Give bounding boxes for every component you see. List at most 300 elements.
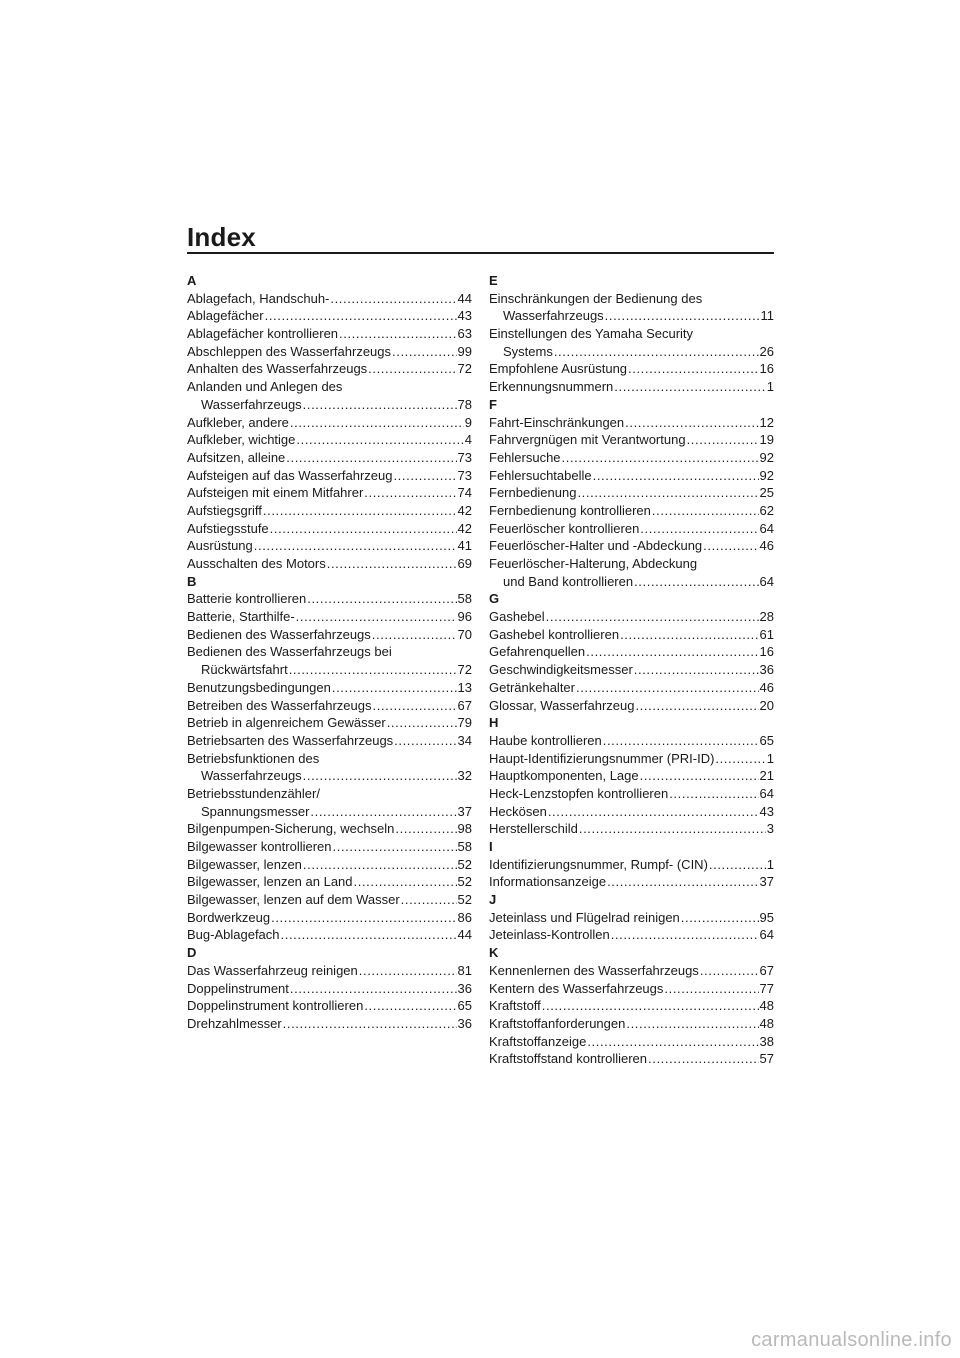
index-term: Aufkleber, wichtige [187,432,296,448]
page-number: 65 [457,998,472,1014]
dot-leader [392,343,457,361]
index-term: Bedienen des Wasserfahrzeugs [187,626,371,642]
page-number: 42 [457,502,472,518]
index-term: Feuerlöscher-Halterung, Abdeckung [489,556,698,571]
dot-leader [290,980,457,998]
page-number: 38 [759,1033,774,1049]
index-term: Das Wasserfahrzeug reinigen [187,962,358,978]
index-term: Bilgewasser, lenzen [187,856,302,872]
page-number: 92 [759,449,774,465]
section-letter: B [187,573,197,589]
page-number: 96 [457,609,472,625]
index-term: Einschränkungen der Bedienung des [489,290,703,306]
index-term: Feuerlöscher-Halter und -Abdeckung [489,538,703,554]
index-entry [187,414,472,432]
page-number: 36 [457,980,472,996]
index-entry [489,1033,774,1051]
index-entry [187,325,472,343]
section-letter: E [489,273,498,288]
dot-leader [687,431,759,449]
index-entry [187,431,472,449]
index-term: Bedienen des Wasserfahrzeugs bei [187,644,392,660]
dot-leader [587,1033,758,1051]
page-number: 69 [457,556,472,571]
index-term: Fehlersuchtabelle [489,467,592,483]
dot-leader [307,590,456,608]
page-number: 37 [759,874,774,890]
index-term: Herstellerschild [489,821,578,837]
index-term: Kennenlernen des Wasserfahrzeugs [489,962,699,978]
index-entry [187,484,472,502]
page-number: 48 [759,998,774,1014]
dot-leader [603,732,759,750]
page-number: 44 [457,927,472,943]
index-term: Einstellungen des Yamaha Security [489,326,694,342]
index-term: Anlanden und Anlegen des [187,379,343,395]
index-term: Gefahrenquellen [489,644,586,660]
dot-leader [327,555,457,573]
index-entry [187,714,472,732]
page-number: 61 [759,626,774,642]
dot-leader [625,414,758,432]
dot-leader [614,378,765,396]
dot-leader [605,307,760,325]
dot-leader [332,679,457,697]
page-number: 79 [457,715,472,731]
index-entry [187,732,472,750]
index-term: und Band kontrollieren [503,573,634,589]
index-entry [489,467,774,485]
index-entry [489,290,774,325]
page-number: 20 [759,697,774,713]
page-number: 65 [759,732,774,748]
page-number: 46 [759,538,774,554]
index-term: Hauptkomponenten, Lage [489,768,639,784]
index-entry [489,926,774,944]
page-number: 67 [457,697,472,713]
index-entry [187,1015,472,1033]
index-term: Doppelinstrument kontrollieren [187,998,364,1014]
index-term: Getränkehalter [489,679,575,695]
page-number: 64 [759,927,774,943]
page-number: 1 [766,856,774,872]
dot-leader [546,608,759,626]
index-entry [489,997,774,1015]
index-entry [489,414,774,432]
index-term: Wasserfahrzeugs [201,396,302,412]
dot-leader [296,431,463,449]
index-entry [187,537,472,555]
dot-leader [577,484,758,502]
dot-leader [576,679,759,697]
dot-leader [634,573,758,591]
dot-leader [640,767,759,785]
index-entry [187,750,472,785]
section-letter: J [489,892,497,908]
index-entry [489,502,774,520]
index-entry [187,820,472,838]
page-number: 64 [759,785,774,801]
index-entry [187,980,472,998]
page-number: 77 [759,980,774,996]
dot-leader [364,997,456,1015]
page-number: 36 [759,662,774,678]
index-entry [489,679,774,697]
index-term: Fehlersuche [489,449,561,465]
page-number: 64 [759,573,774,589]
dot-leader [373,697,457,715]
index-term: Betriebsarten des Wasserfahrzeugs [187,732,394,748]
dot-leader [372,626,457,644]
dot-leader [607,873,758,891]
index-term: Aufstiegsgriff [187,502,262,518]
index-entry [187,360,472,378]
page-number: 1 [766,750,774,766]
index-term: Systems [503,343,553,359]
dot-leader [359,962,457,980]
index-term: Aufsitzen, alleine [187,449,286,465]
page-number: 43 [457,308,472,324]
index-entry [489,661,774,679]
index-entry [489,785,774,803]
dot-leader [333,838,457,856]
page-number: 19 [759,432,774,448]
dot-leader [296,608,457,626]
index-term: Spannungsmesser [201,803,310,819]
index-term: Feuerlöscher kontrollieren [489,520,640,536]
index-term: Wasserfahrzeugs [503,308,604,324]
page-number: 72 [457,361,472,377]
page-number: 99 [457,343,472,359]
index-entry [187,555,472,573]
index-entry [187,467,472,485]
index-entry [489,962,774,980]
index-entry [489,537,774,555]
index-term: Kraftstoffanzeige [489,1033,587,1049]
section-letter: G [489,591,500,607]
page-number: 74 [457,485,472,501]
index-term: Fernbedienung [489,485,577,501]
index-entry [489,431,774,449]
dot-leader [593,467,759,485]
dot-leader [303,767,457,785]
page-number: 3 [766,821,774,837]
index-entry [187,679,472,697]
dot-leader [648,1050,759,1068]
index-term: Betrieb in algenreichem Gewässer [187,715,386,731]
dot-leader [579,820,766,838]
index-entry [187,909,472,927]
page-number: 78 [457,396,472,412]
page-number: 4 [464,432,472,448]
page-number: 64 [759,520,774,536]
index-term: Haube kontrollieren [489,732,602,748]
index-entry [489,378,774,396]
page-number: 12 [759,414,774,430]
index-term: Betreiben des Wasserfahrzeugs [187,697,372,713]
index-entry [187,856,472,874]
index-entry [489,1015,774,1033]
index-term: Bilgewasser kontrollieren [187,839,332,854]
dot-leader [681,909,759,927]
index-column-left [187,272,472,1033]
section-letter: I [489,839,493,854]
index-term: Erkennungsnummern [489,379,614,395]
index-term: Jeteinlass und Flügelrad reinigen [489,909,680,925]
page-number: 57 [759,1051,774,1067]
section-letter: D [187,945,197,961]
index-entry [489,643,774,661]
index-entry [489,484,774,502]
index-term: Anhalten des Wasserfahrzeugs [187,361,368,377]
index-entry [489,626,774,644]
dot-leader [715,750,765,768]
title-divider [187,252,774,254]
index-entry [187,307,472,325]
dot-leader [303,856,457,874]
page-number: 92 [759,467,774,483]
page-number: 32 [457,768,472,784]
index-term: Fahrvergnügen mit Verantwortung [489,432,686,448]
index-term: Glossar, Wasserfahrzeug [489,697,635,713]
index-term: Batterie kontrollieren [187,591,307,607]
page-number: 72 [457,662,472,678]
index-term: Heck-Lenzstopfen kontrollieren [489,785,669,801]
index-term: Gashebel [489,609,545,625]
index-entry [187,378,472,413]
dot-leader [271,909,456,927]
index-entry [187,449,472,467]
index-term: Bug-Ablagefach [187,927,280,943]
page-number: 26 [759,343,774,359]
page-number: 34 [457,732,472,748]
index-entry [489,873,774,891]
dot-leader [700,962,759,980]
index-term: Fernbedienung kontrollieren [489,502,651,518]
dot-leader [652,502,759,520]
dot-leader [548,803,759,821]
dot-leader [387,714,457,732]
dot-leader [265,307,457,325]
page-number: 21 [759,768,774,784]
dot-leader [339,325,456,343]
index-term: Ausrüstung [187,538,253,554]
index-term: Haupt-Identifizierungsnummer (PRI-ID) [489,750,715,766]
dot-leader [586,643,758,661]
dot-leader [393,467,456,485]
page-title: Index [187,222,256,252]
page-number: 16 [759,361,774,377]
index-term: Aufsteigen mit einem Mitfahrer [187,485,364,501]
dot-leader [669,785,758,803]
page-number: 25 [759,485,774,501]
index-term: Bilgewasser, lenzen auf dem Wasser [187,892,400,908]
page-number: 58 [457,591,472,607]
index-term: Wasserfahrzeugs [201,768,302,784]
section-letter: F [489,396,497,412]
index-entry [489,520,774,538]
page-number: 98 [457,821,472,837]
dot-leader [709,856,766,874]
page-number: 16 [759,644,774,660]
index-entry [489,909,774,927]
dot-leader [303,396,457,414]
index-term: Kraftstoff [489,998,541,1014]
dot-leader [263,502,457,520]
index-term: Empfohlene Ausrüstung [489,361,628,377]
dot-leader [330,290,456,308]
index-entry [187,891,472,909]
dot-leader [283,1015,457,1033]
index-term: Drehzahlmesser [187,1015,282,1031]
page-number: 28 [759,609,774,625]
index-entry [187,997,472,1015]
page-number: 44 [457,290,472,306]
page-number: 70 [457,626,472,642]
index-term: Rückwärtsfahrt [201,662,288,678]
page-number: 52 [457,856,472,872]
index-entry [489,856,774,874]
index-term: Kraftstoffstand kontrollieren [489,1051,648,1067]
index-term: Doppelinstrument [187,980,289,996]
dot-leader [542,997,759,1015]
dot-leader [635,697,758,715]
index-term: Ausschalten des Motors [187,556,326,571]
page-number: 46 [759,679,774,695]
index-term: Betriebsstundenzähler/ [187,785,320,801]
index-term: Aufstiegsstufe [187,520,269,536]
dot-leader [368,360,456,378]
page-number: 81 [457,962,472,978]
dot-leader [281,926,457,944]
index-term: Heckösen [489,803,547,819]
index-entry [489,608,774,626]
index-term: Benutzungsbedingungen [187,679,331,695]
index-entry [489,803,774,821]
index-term: Informationsanzeige [489,874,607,890]
dot-leader [310,803,456,821]
dot-leader [640,520,758,538]
index-entry [489,732,774,750]
index-entry [187,838,472,856]
index-term: Ablagefach, Handschuh- [187,290,330,306]
index-term: Kentern des Wasserfahrzeugs [489,980,664,996]
section-letter: A [187,273,197,288]
page-number: 9 [464,414,472,430]
page-number: 52 [457,892,472,908]
index-entry [489,820,774,838]
page-number: 11 [760,308,774,324]
dot-leader [290,414,464,432]
index-entry [489,555,774,590]
index-term: Geschwindigkeitsmesser [489,662,633,678]
page-number: 52 [457,874,472,890]
dot-leader [401,891,457,909]
index-entry [187,608,472,626]
index-entry [187,520,472,538]
index-term: Bilgenpumpen-Sicherung, wechseln [187,821,395,837]
dot-leader [626,1015,758,1033]
index-term: Fahrt-Einschränkungen [489,414,625,430]
dot-leader [286,449,456,467]
page-number: 58 [457,839,472,854]
index-entry [187,343,472,361]
index-term: Ablagefächer [187,308,264,324]
index-entry [187,962,472,980]
section-letter: K [489,945,499,961]
dot-leader [611,926,759,944]
index-term: Jeteinlass-Kontrollen [489,927,610,943]
section-letter: H [489,715,499,731]
page-number: 73 [457,449,472,465]
page-number: 73 [457,467,472,483]
page-number: 1 [766,379,774,395]
dot-leader [395,820,456,838]
index-entry [489,750,774,768]
index-entry [187,785,472,820]
index-entry [489,1050,774,1068]
dot-leader [620,626,758,644]
index-entry [187,626,472,644]
page-number: 95 [759,909,774,925]
dot-leader [664,980,758,998]
index-term: Ablagefächer kontrollieren [187,326,339,342]
dot-leader [354,873,457,891]
page-number: 86 [457,909,472,925]
index-column-right [489,272,774,1068]
index-term: Aufkleber, andere [187,414,289,430]
index-term: Kraftstoffanforderungen [489,1015,626,1031]
index-term: Batterie, Starthilfe- [187,609,295,625]
index-term: Betriebsfunktionen des [187,750,320,766]
index-entry [187,590,472,608]
index-term: Gashebel kontrollieren [489,626,620,642]
index-entry [187,926,472,944]
index-term: Identifizierungsnummer, Rumpf- (CIN) [489,856,708,872]
page-number: 13 [457,679,472,695]
page-number: 67 [759,962,774,978]
page-number: 48 [759,1015,774,1031]
index-entry [187,290,472,308]
page-number: 42 [457,520,472,536]
index-entry [489,325,774,360]
dot-leader [554,343,759,361]
dot-leader [634,661,759,679]
index-entry [187,643,472,678]
dot-leader [289,661,457,679]
dot-leader [254,537,457,555]
page-number: 37 [457,803,472,819]
index-entry [489,360,774,378]
index-entry [187,873,472,891]
dot-leader [562,449,759,467]
index-entry [187,697,472,715]
index-entry [489,449,774,467]
index-entry [489,697,774,715]
dot-leader [628,360,758,378]
page-number: 62 [759,502,774,518]
page-number: 36 [457,1015,472,1031]
index-entry [489,980,774,998]
page-number: 63 [457,326,472,342]
index-term: Bilgewasser, lenzen an Land [187,874,353,890]
watermark: carmanualsonline.info [751,1329,952,1351]
dot-leader [364,484,456,502]
index-entry [489,767,774,785]
dot-leader [270,520,457,538]
dot-leader [703,537,758,555]
dot-leader [394,732,456,750]
